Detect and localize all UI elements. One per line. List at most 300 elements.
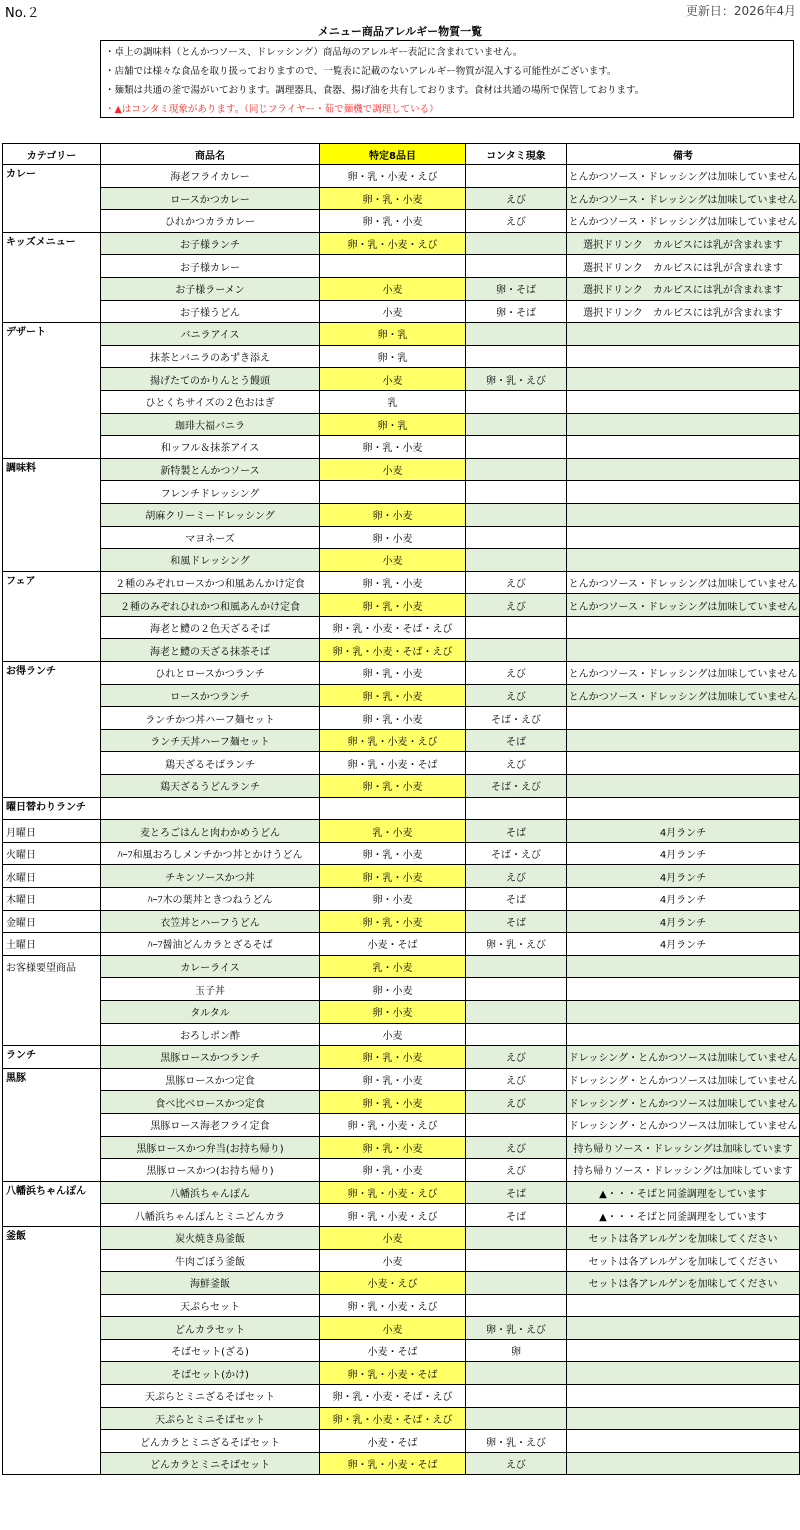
table-row <box>3 413 800 436</box>
item-name-cell: カレーライス <box>101 955 320 978</box>
remarks-cell: セットは各アレルゲンを加味してください <box>567 1249 800 1272</box>
contamination-cell <box>466 255 567 278</box>
allergens-cell: 小麦 <box>320 368 466 391</box>
category-cell <box>3 1430 101 1453</box>
remarks-cell <box>567 1430 800 1453</box>
item-name-cell: フレンチドレッシング <box>101 481 320 504</box>
table-row <box>3 503 800 526</box>
remarks-cell <box>567 978 800 1001</box>
contamination-cell <box>466 549 567 572</box>
category-cell: キッズメニュー <box>3 232 101 255</box>
remarks-cell: ▲・・・そばと同釜調理をしています <box>567 1181 800 1204</box>
allergens-cell: 卵・乳・小麦 <box>320 1068 466 1091</box>
contamination-cell: えび <box>466 752 567 775</box>
note-shared-equipment: ・麺類は共通の釜で湯がいております。調理器具、食器、揚げ油を共有しております。食材は共通の場所で保管しております。 <box>105 85 645 96</box>
table-row <box>3 390 800 413</box>
contamination-cell <box>466 165 567 188</box>
header-category: カテゴリー <box>3 144 101 165</box>
item-name-cell: ２種のみぞれひれかつ和風あんかけ定食 <box>101 594 320 617</box>
category-cell: 火曜日 <box>3 842 101 865</box>
contamination-cell <box>466 436 567 459</box>
item-name-cell: 玉子丼 <box>101 978 320 1001</box>
item-name-cell: 和風ドレッシング <box>101 549 320 572</box>
allergens-cell: 小麦 <box>320 458 466 481</box>
category-cell <box>3 368 101 391</box>
contamination-cell <box>466 978 567 1001</box>
remarks-cell <box>567 616 800 639</box>
remarks-cell: 選択ドリンク カルピスには乳が含まれます <box>567 232 800 255</box>
contamination-cell <box>466 458 567 481</box>
item-name-cell: 黒豚ロース海老フライ定食 <box>101 1113 320 1136</box>
allergens-cell: 卵・小麦 <box>320 888 466 911</box>
remarks-cell: セットは各アレルゲンを加味してください <box>567 1226 800 1249</box>
item-name-cell: おろしポン酢 <box>101 1023 320 1046</box>
table-body <box>3 165 800 1475</box>
allergens-cell: 卵・乳・小麦・そば・えび <box>320 639 466 662</box>
allergens-cell: 卵・乳・小麦・えび <box>320 232 466 255</box>
contamination-cell <box>466 526 567 549</box>
table-row <box>3 1452 800 1475</box>
contamination-cell <box>466 639 567 662</box>
allergens-cell: 卵・乳・小麦・そば <box>320 752 466 775</box>
category-cell <box>3 1000 101 1023</box>
table-row <box>3 888 800 911</box>
item-name-cell: 和ッフル＆抹茶アイス <box>101 436 320 459</box>
contamination-cell <box>466 1249 567 1272</box>
contamination-cell: 卵・乳・えび <box>466 933 567 956</box>
allergens-cell: 卵・乳・小麦 <box>320 707 466 730</box>
page-title: メニュー商品アレルギー物質一覧 <box>317 25 483 38</box>
category-cell <box>3 549 101 572</box>
item-name-cell: マヨネーズ <box>101 526 320 549</box>
allergens-cell: 小麦・えび <box>320 1272 466 1295</box>
contamination-cell <box>466 323 567 346</box>
allergens-cell: 乳 <box>320 390 466 413</box>
contamination-cell: えび <box>466 1452 567 1475</box>
table-row <box>3 277 800 300</box>
table-row <box>3 616 800 639</box>
category-cell: 金曜日 <box>3 910 101 933</box>
item-name-cell: 麦とろごはんと肉わかめうどん <box>101 820 320 843</box>
allergens-cell: 卵・乳・小麦 <box>320 662 466 685</box>
allergens-cell: 乳・小麦 <box>320 955 466 978</box>
category-cell <box>3 436 101 459</box>
remarks-cell: 4月ランチ <box>567 910 800 933</box>
remarks-cell <box>567 323 800 346</box>
contamination-cell <box>466 481 567 504</box>
remarks-cell <box>567 526 800 549</box>
item-name-cell: ﾊｰﾌ和風おろしメンチかつ丼とかけうどん <box>101 842 320 865</box>
table-row <box>3 1249 800 1272</box>
contamination-cell: えび <box>466 594 567 617</box>
allergens-cell: 卵・乳 <box>320 345 466 368</box>
updated-date: 更新日：2026年4月 <box>685 4 796 18</box>
item-name-cell: 海老と鱧の２色天ざるそば <box>101 616 320 639</box>
category-cell: デザート <box>3 323 101 346</box>
table-row <box>3 165 800 188</box>
remarks-cell <box>567 955 800 978</box>
table-row <box>3 1430 800 1453</box>
allergens-cell: 卵・乳・小麦 <box>320 210 466 233</box>
allergens-cell: 卵・乳 <box>320 323 466 346</box>
allergens-cell: 小麦 <box>320 1249 466 1272</box>
category-cell: 水曜日 <box>3 865 101 888</box>
table-row <box>3 707 800 730</box>
contamination-cell <box>466 1023 567 1046</box>
allergens-cell: 卵・乳・小麦・えび <box>320 1113 466 1136</box>
category-cell <box>3 1136 101 1159</box>
allergens-cell: 卵・乳・小麦 <box>320 187 466 210</box>
item-name-cell: どんカラとミニざるそばセット <box>101 1430 320 1453</box>
table-row <box>3 933 800 956</box>
contamination-cell: えび <box>466 210 567 233</box>
allergens-cell: 卵・乳・小麦 <box>320 436 466 459</box>
allergens-cell: 小麦 <box>320 1226 466 1249</box>
remarks-cell: とんかつソース・ドレッシングは加味していません <box>567 662 800 685</box>
remarks-cell <box>567 1385 800 1408</box>
item-name-cell: お子様カレー <box>101 255 320 278</box>
item-name-cell: 黒豚ロースかつ弁当(お持ち帰り) <box>101 1136 320 1159</box>
remarks-cell: 4月ランチ <box>567 842 800 865</box>
category-cell <box>3 1452 101 1475</box>
contamination-cell: えび <box>466 571 567 594</box>
remarks-cell: 4月ランチ <box>567 865 800 888</box>
item-name-cell: お子様ランチ <box>101 232 320 255</box>
remarks-cell <box>567 1452 800 1475</box>
item-name-cell: そばセット(ざる) <box>101 1339 320 1362</box>
item-name-cell: どんカラセット <box>101 1317 320 1340</box>
table-row <box>3 775 800 798</box>
contamination-cell <box>466 345 567 368</box>
table-row <box>3 526 800 549</box>
item-name-cell: 新特製とんかつソース <box>101 458 320 481</box>
allergens-cell: 卵・小麦 <box>320 1000 466 1023</box>
category-cell <box>3 1249 101 1272</box>
remarks-cell <box>567 1339 800 1362</box>
category-cell <box>3 526 101 549</box>
contamination-cell: えび <box>466 1159 567 1182</box>
item-name-cell: 海老フライカレー <box>101 165 320 188</box>
category-cell: 曜日替わりランチ <box>3 797 101 820</box>
note-condiments: ・卓上の調味料（とんかつソース、ドレッシング）商品毎のアレルギー表記に含まれていません。 <box>105 47 523 58</box>
contamination-cell: そば・えび <box>466 775 567 798</box>
item-name-cell: 炭火焼き鳥釜飯 <box>101 1226 320 1249</box>
category-cell <box>3 1113 101 1136</box>
item-name-cell: 海老と鱧の天ざる抹茶そば <box>101 639 320 662</box>
allergens-cell: 卵・乳・小麦 <box>320 842 466 865</box>
item-name-cell: ランチ天丼ハーフ麺セット <box>101 729 320 752</box>
category-cell <box>3 1317 101 1340</box>
allergens-cell: 卵・乳・小麦・えび <box>320 165 466 188</box>
table-row <box>3 458 800 481</box>
allergens-cell: 卵・小麦 <box>320 503 466 526</box>
item-name-cell: ロースかつカレー <box>101 187 320 210</box>
table-row <box>3 1385 800 1408</box>
note-contamination-mark: ・▲はコンタミ現象があります。（同じフライヤー・茹で麺機で調理している） <box>105 104 439 115</box>
category-cell <box>3 752 101 775</box>
contamination-cell <box>466 797 567 820</box>
contamination-cell: 卵・そば <box>466 300 567 323</box>
table-row <box>3 549 800 572</box>
allergens-cell: 卵・乳・小麦・そば・えび <box>320 1407 466 1430</box>
allergens-cell: 小麦・そば <box>320 933 466 956</box>
category-cell: ランチ <box>3 1046 101 1069</box>
table-row <box>3 1294 800 1317</box>
allergens-cell <box>320 255 466 278</box>
category-cell: カレー <box>3 165 101 188</box>
contamination-cell: えび <box>466 1136 567 1159</box>
table-row <box>3 300 800 323</box>
item-name-cell: 揚げたてのかりんとう饅頭 <box>101 368 320 391</box>
remarks-cell <box>567 436 800 459</box>
remarks-cell <box>567 368 800 391</box>
table-row <box>3 797 800 820</box>
contamination-cell <box>466 1294 567 1317</box>
allergens-cell: 卵・乳・小麦・そば・えび <box>320 616 466 639</box>
remarks-cell <box>567 1407 800 1430</box>
contamination-cell <box>466 503 567 526</box>
table-row <box>3 210 800 233</box>
category-cell: 土曜日 <box>3 933 101 956</box>
table-row <box>3 662 800 685</box>
category-cell <box>3 1091 101 1114</box>
contamination-cell: えび <box>466 865 567 888</box>
table-row <box>3 187 800 210</box>
remarks-cell <box>567 458 800 481</box>
category-cell <box>3 1159 101 1182</box>
remarks-cell: 選択ドリンク カルピスには乳が含まれます <box>567 255 800 278</box>
table-row <box>3 1362 800 1385</box>
remarks-cell <box>567 481 800 504</box>
table-row <box>3 1023 800 1046</box>
item-name-cell: ひれかつカラカレー <box>101 210 320 233</box>
remarks-cell: ドレッシング・とんかつソースは加味していません <box>567 1068 800 1091</box>
category-cell <box>3 616 101 639</box>
table-row <box>3 955 800 978</box>
category-cell <box>3 503 101 526</box>
item-name-cell: どんカラとミニそばセット <box>101 1452 320 1475</box>
table-row <box>3 345 800 368</box>
item-name-cell: 牛肉ごぼう釜飯 <box>101 1249 320 1272</box>
allergens-cell: 卵・乳・小麦 <box>320 1046 466 1069</box>
item-name-cell: 鶏天ざるうどんランチ <box>101 775 320 798</box>
item-name-cell: バニラアイス <box>101 323 320 346</box>
remarks-cell: 4月ランチ <box>567 820 800 843</box>
remarks-cell <box>567 413 800 436</box>
contamination-cell: えび <box>466 187 567 210</box>
contamination-cell: 卵・乳・えび <box>466 368 567 391</box>
allergens-cell: 卵・小麦 <box>320 526 466 549</box>
table-row <box>3 594 800 617</box>
remarks-cell: ドレッシング・とんかつソースは加味していません <box>567 1046 800 1069</box>
item-name-cell: 海鮮釜飯 <box>101 1272 320 1295</box>
table-row <box>3 639 800 662</box>
remarks-cell: 持ち帰りソース・ドレッシングは加味しています <box>567 1159 800 1182</box>
contamination-cell: そば <box>466 729 567 752</box>
item-name-cell: 食べ比べロースかつ定食 <box>101 1091 320 1114</box>
contamination-cell: そば <box>466 888 567 911</box>
remarks-cell <box>567 345 800 368</box>
remarks-cell <box>567 729 800 752</box>
allergens-cell: 乳・小麦 <box>320 820 466 843</box>
category-cell <box>3 481 101 504</box>
contamination-cell: えび <box>466 662 567 685</box>
table-row <box>3 842 800 865</box>
category-cell <box>3 729 101 752</box>
contamination-cell <box>466 1113 567 1136</box>
remarks-cell <box>567 797 800 820</box>
remarks-cell <box>567 1000 800 1023</box>
remarks-cell <box>567 1362 800 1385</box>
remarks-cell: とんかつソース・ドレッシングは加味していません <box>567 210 800 233</box>
item-name-cell: ロースかつランチ <box>101 684 320 707</box>
category-cell <box>3 1204 101 1227</box>
item-name-cell: 八幡浜ちゃんぽん <box>101 1181 320 1204</box>
contamination-cell: そば <box>466 1204 567 1227</box>
category-cell <box>3 978 101 1001</box>
item-name-cell: ２種のみぞれロースかつ和風あんかけ定食 <box>101 571 320 594</box>
remarks-cell <box>567 549 800 572</box>
category-cell <box>3 684 101 707</box>
item-name-cell: 黒豚ロースかつ(お持ち帰り) <box>101 1159 320 1182</box>
contamination-cell: えび <box>466 684 567 707</box>
allergens-cell: 卵・乳・小麦・えび <box>320 1204 466 1227</box>
item-name-cell: 抹茶とバニラのあずき添え <box>101 345 320 368</box>
contamination-cell: 卵 <box>466 1339 567 1362</box>
contamination-cell: そば <box>466 820 567 843</box>
remarks-cell: 選択ドリンク カルピスには乳が含まれます <box>567 300 800 323</box>
table-row <box>3 1204 800 1227</box>
item-name-cell: 黒豚ロースかつランチ <box>101 1046 320 1069</box>
allergens-cell: 小麦 <box>320 549 466 572</box>
allergens-cell: 卵・乳・小麦・えび <box>320 729 466 752</box>
table-row <box>3 436 800 459</box>
contamination-cell: 卵・乳・えび <box>466 1317 567 1340</box>
table-row <box>3 978 800 1001</box>
header-item-name: 商品名 <box>101 144 320 165</box>
remarks-cell: 持ち帰りソース・ドレッシングは加味しています <box>567 1136 800 1159</box>
allergens-cell: 小麦 <box>320 1317 466 1340</box>
category-cell <box>3 390 101 413</box>
category-cell <box>3 594 101 617</box>
table-row <box>3 910 800 933</box>
item-name-cell: 鶏天ざるそばランチ <box>101 752 320 775</box>
allergens-cell: 卵・乳・小麦 <box>320 684 466 707</box>
remarks-cell: とんかつソース・ドレッシングは加味していません <box>567 571 800 594</box>
allergens-cell: 卵・乳・小麦 <box>320 1136 466 1159</box>
item-name-cell: ﾊｰﾌ醤油どんカラとざるそば <box>101 933 320 956</box>
category-cell <box>3 1023 101 1046</box>
allergen-table <box>2 143 800 1475</box>
table-row <box>3 752 800 775</box>
category-cell <box>3 210 101 233</box>
contamination-cell <box>466 1000 567 1023</box>
category-cell <box>3 639 101 662</box>
category-cell <box>3 1294 101 1317</box>
item-name-cell: お子様うどん <box>101 300 320 323</box>
item-name-cell: 天ぷらとミニそばセット <box>101 1407 320 1430</box>
remarks-cell: とんかつソース・ドレッシングは加味していません <box>567 165 800 188</box>
remarks-cell: ドレッシング・とんかつソースは加味していません <box>567 1113 800 1136</box>
category-cell: 木曜日 <box>3 888 101 911</box>
item-name-cell: 天ぷらセット <box>101 1294 320 1317</box>
remarks-cell <box>567 1294 800 1317</box>
category-cell <box>3 187 101 210</box>
table-row <box>3 1181 800 1204</box>
item-name-cell: 黒豚ロースかつ定食 <box>101 1068 320 1091</box>
table-row <box>3 729 800 752</box>
header-row <box>3 144 800 165</box>
table-row <box>3 1272 800 1295</box>
item-name-cell: ﾊｰﾌ木の葉丼ときつねうどん <box>101 888 320 911</box>
category-cell: 八幡浜ちゃんぽん <box>3 1181 101 1204</box>
category-cell: フェア <box>3 571 101 594</box>
category-cell <box>3 1362 101 1385</box>
contamination-cell: 卵・乳・えび <box>466 1430 567 1453</box>
contamination-cell <box>466 1385 567 1408</box>
contamination-cell: そば <box>466 910 567 933</box>
item-name-cell: ランチかつ丼ハーフ麺セット <box>101 707 320 730</box>
table-row <box>3 1113 800 1136</box>
allergens-cell: 卵・乳・小麦 <box>320 865 466 888</box>
remarks-cell: とんかつソース・ドレッシングは加味していません <box>567 684 800 707</box>
table-row <box>3 1407 800 1430</box>
category-cell <box>3 1407 101 1430</box>
category-cell <box>3 255 101 278</box>
allergens-cell: 卵・乳・小麦 <box>320 910 466 933</box>
category-cell: 黒豚 <box>3 1068 101 1091</box>
contamination-cell <box>466 413 567 436</box>
allergens-cell: 小麦・そば <box>320 1430 466 1453</box>
remarks-cell: ▲・・・そばと同釜調理をしています <box>567 1204 800 1227</box>
item-name-cell: そばセット(かけ) <box>101 1362 320 1385</box>
allergens-cell: 小麦 <box>320 300 466 323</box>
category-cell <box>3 775 101 798</box>
header-contamination: コンタミ現象 <box>466 144 567 165</box>
table-row <box>3 1000 800 1023</box>
allergens-cell: 卵・乳・小麦・そば・えび <box>320 1385 466 1408</box>
category-cell <box>3 1385 101 1408</box>
remarks-cell: とんかつソース・ドレッシングは加味していません <box>567 187 800 210</box>
header-allergens: 特定8品目 <box>320 144 466 165</box>
header-remarks: 備考 <box>567 144 800 165</box>
contamination-cell: そば <box>466 1181 567 1204</box>
contamination-cell <box>466 616 567 639</box>
category-cell <box>3 707 101 730</box>
remarks-cell <box>567 639 800 662</box>
item-name-cell: ひとくちサイズの２色おはぎ <box>101 390 320 413</box>
contamination-cell: 卵・そば <box>466 277 567 300</box>
remarks-cell: 4月ランチ <box>567 888 800 911</box>
remarks-cell <box>567 775 800 798</box>
allergens-cell: 卵・乳・小麦 <box>320 775 466 798</box>
allergens-cell: 卵・乳・小麦 <box>320 1091 466 1114</box>
allergens-cell <box>320 797 466 820</box>
table-row <box>3 684 800 707</box>
remarks-cell <box>567 752 800 775</box>
table-row <box>3 865 800 888</box>
table-row <box>3 1226 800 1249</box>
table-row <box>3 1091 800 1114</box>
contamination-cell: えび <box>466 1091 567 1114</box>
category-cell <box>3 1339 101 1362</box>
note-cross-contact: ・店舗では様々な食品を取り扱っておりますので、一覧表に記載のないアレルギー物質が混入する可能性がございます。 <box>105 66 617 77</box>
allergens-cell: 小麦・そば <box>320 1339 466 1362</box>
table-row <box>3 1159 800 1182</box>
allergens-cell: 卵・乳・小麦 <box>320 571 466 594</box>
contamination-cell <box>466 1362 567 1385</box>
contamination-cell: そば・えび <box>466 707 567 730</box>
